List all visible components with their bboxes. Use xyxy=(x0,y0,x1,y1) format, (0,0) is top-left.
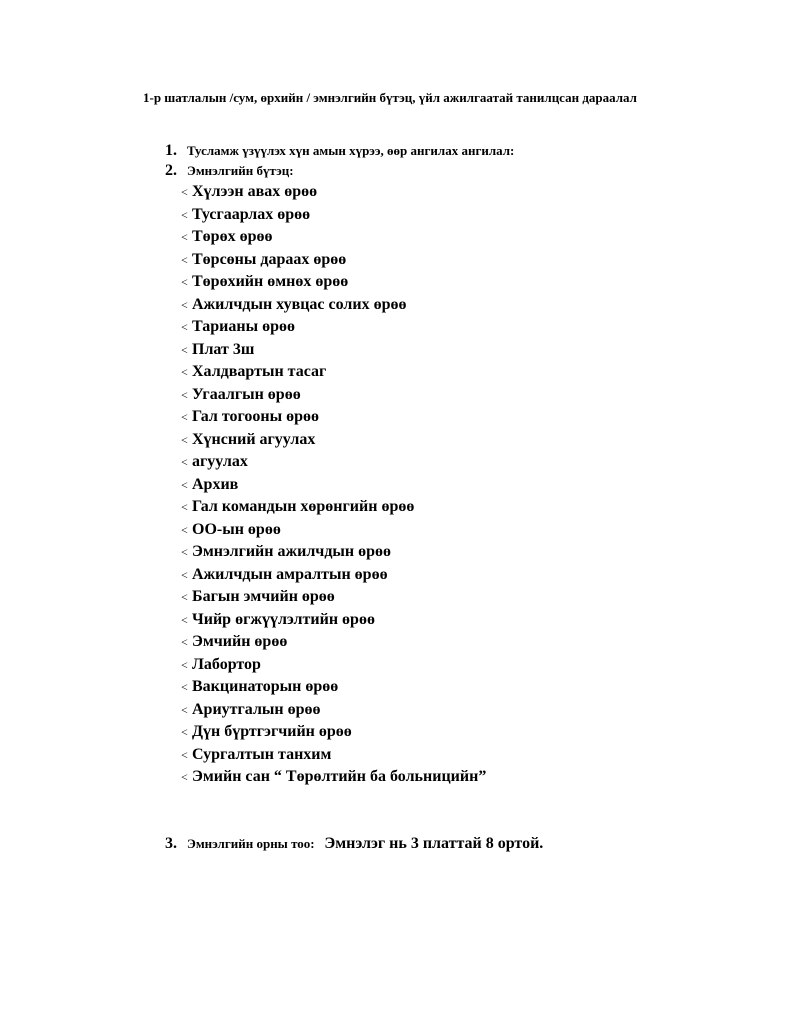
list-item-text: Дүн бүртгэгчийн өрөө xyxy=(192,723,352,740)
bullet-arrow-icon: < xyxy=(181,275,188,289)
list-item-text: Тарианы өрөө xyxy=(192,318,295,335)
item-1 xyxy=(165,142,514,160)
list-item-text: Эмнэлгийн ажилчдын өрөө xyxy=(192,543,392,560)
list-item xyxy=(181,271,486,294)
bullet-arrow-icon: < xyxy=(181,477,188,492)
list-item xyxy=(181,609,486,632)
structure-list xyxy=(181,181,486,789)
bullet-arrow-icon: < xyxy=(181,410,188,424)
bullet-arrow-icon: < xyxy=(181,342,188,357)
bullet-arrow-icon: < xyxy=(181,680,188,694)
list-item-text: Угаалгын өрөө xyxy=(192,385,301,403)
item-2-number: 2. xyxy=(165,162,177,179)
bullet-arrow-icon: < xyxy=(181,567,188,582)
list-item xyxy=(181,721,486,744)
list-item xyxy=(181,316,486,339)
list-item-text: Төрөхийн өмнөх өрөө xyxy=(192,273,349,290)
bullet-arrow-icon: < xyxy=(181,545,188,559)
list-item xyxy=(181,586,486,609)
item-3-label: Эмнэлгийн орны тоо: xyxy=(187,836,315,851)
bullet-arrow-icon: < xyxy=(181,657,188,672)
document-heading: 1-р шатлалын /сум, өрхийн / эмнэлгийн бүтэц, үйл ажилгаатай танилцсан дараалал xyxy=(143,90,637,105)
bullet-arrow-icon: < xyxy=(181,207,188,222)
list-item xyxy=(181,564,486,587)
list-item xyxy=(181,249,486,272)
bullet-arrow-icon: < xyxy=(181,252,188,267)
item-3-number: 3. xyxy=(165,835,177,852)
item-3-value: Эмнэлэг нь 3 платтай 8 ортой. xyxy=(324,835,544,852)
bullet-arrow-icon: < xyxy=(181,297,188,312)
list-item xyxy=(181,699,486,722)
list-item-text: Багын эмчийн өрөө xyxy=(192,588,335,605)
bullet-arrow-icon: < xyxy=(181,725,188,739)
list-item xyxy=(181,631,486,654)
bullet-arrow-icon: < xyxy=(181,365,188,379)
list-item xyxy=(181,339,486,362)
bullet-arrow-icon: < xyxy=(181,320,188,334)
list-item-text: Архив xyxy=(192,475,239,493)
list-item xyxy=(181,541,486,564)
bullet-arrow-icon: < xyxy=(181,612,188,627)
list-item xyxy=(181,451,486,474)
item-3 xyxy=(165,835,543,853)
item-2 xyxy=(165,162,294,180)
list-item xyxy=(181,676,486,699)
list-item xyxy=(181,744,486,767)
bullet-arrow-icon: < xyxy=(181,432,188,447)
list-item xyxy=(181,654,486,677)
list-item-text: Ажилчдын хувцас солих өрөө xyxy=(192,295,407,313)
list-item-text: Төрөх өрөө xyxy=(192,228,273,245)
list-item-text: Ажилчдын амралтын өрөө xyxy=(192,565,388,583)
list-item-text: Халдвартын тасаг xyxy=(192,363,327,380)
list-item-text: Эмчийн өрөө xyxy=(192,633,288,650)
list-item xyxy=(181,384,486,407)
list-item-text: Хүлээн авах өрөө xyxy=(192,183,318,200)
list-item xyxy=(181,181,486,204)
list-item xyxy=(181,204,486,227)
list-item-text: Төрсөны дараах өрөө xyxy=(192,250,347,268)
bullet-arrow-icon: < xyxy=(181,185,188,199)
list-item xyxy=(181,474,486,497)
bullet-arrow-icon: < xyxy=(181,455,188,469)
bullet-arrow-icon: < xyxy=(181,635,188,649)
list-item-text: Лабортор xyxy=(192,655,261,673)
bullet-arrow-icon: < xyxy=(181,500,188,514)
list-item xyxy=(181,361,486,384)
list-item-text: Ариутгалын өрөө xyxy=(192,700,321,718)
list-item xyxy=(181,429,486,452)
list-item-text: Тусгаарлах өрөө xyxy=(192,205,311,223)
bullet-arrow-icon: < xyxy=(181,230,188,244)
list-item-text: Гал тогооны өрөө xyxy=(192,408,320,425)
list-item-text: агуулах xyxy=(192,453,248,470)
bullet-arrow-icon: < xyxy=(181,702,188,717)
list-item-text: ОО-ын өрөө xyxy=(192,520,281,538)
list-item xyxy=(181,294,486,317)
list-item-text: Сургалтын танхим xyxy=(192,745,332,763)
list-item xyxy=(181,406,486,429)
list-item xyxy=(181,496,486,519)
bullet-arrow-icon: < xyxy=(181,522,188,537)
bullet-arrow-icon: < xyxy=(181,770,188,784)
list-item-text: Плат 3ш xyxy=(192,340,255,358)
list-item-text: Хүнсний агуулах xyxy=(192,430,316,448)
list-item-text: Чийр өгжүүлэлтийн өрөө xyxy=(192,610,375,628)
bullet-arrow-icon: < xyxy=(181,590,188,604)
list-item-text: Гал командын хөрөнгийн өрөө xyxy=(192,498,415,515)
bullet-arrow-icon: < xyxy=(181,747,188,762)
list-item xyxy=(181,226,486,249)
item-1-number: 1. xyxy=(165,142,177,159)
list-item-text: Эмийн сан “ Төрөлтийн ба больницийн” xyxy=(192,768,487,785)
bullet-arrow-icon: < xyxy=(181,387,188,402)
list-item xyxy=(181,766,486,789)
list-item xyxy=(181,519,486,542)
item-2-text: Эмнэлгийн бүтэц: xyxy=(187,163,294,178)
list-item-text: Вакцинаторын өрөө xyxy=(192,678,339,695)
item-1-text: Тусламж үзүүлэх хүн амын хүрээ, өөр ангилах ангилал: xyxy=(187,143,515,158)
